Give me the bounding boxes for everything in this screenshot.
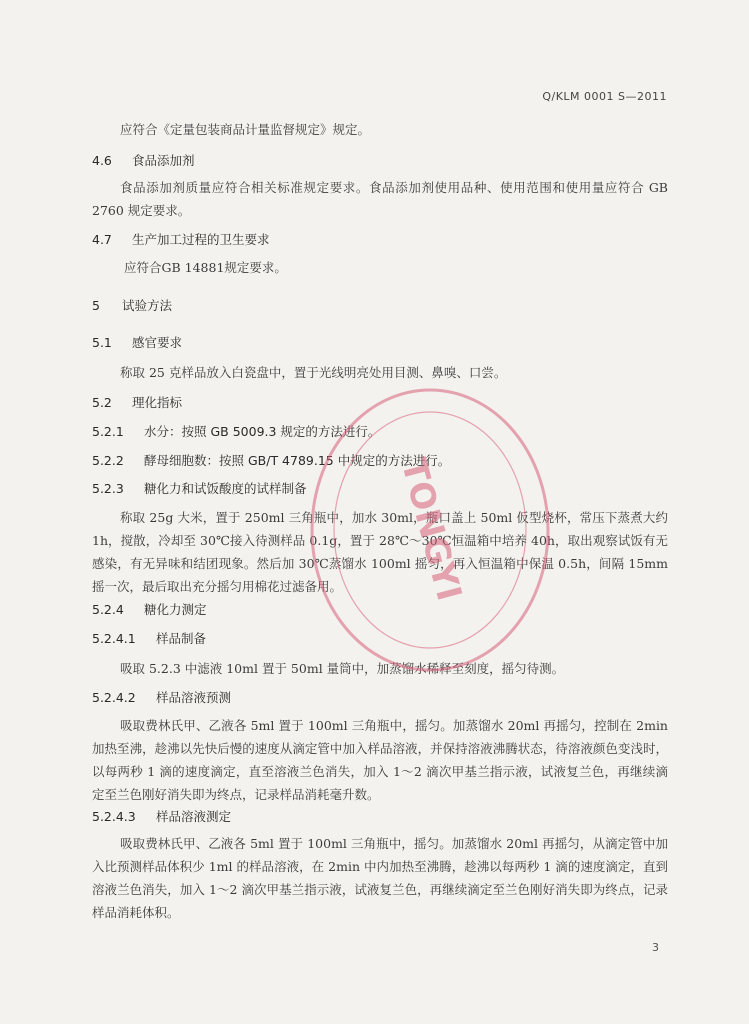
- section-heading-4-7: [92, 230, 270, 248]
- section-number: 5.2.4.2: [92, 690, 136, 705]
- section-heading-5-1: [92, 333, 182, 351]
- section-number: 5.1: [92, 335, 112, 350]
- section-title: 样品溶液测定: [156, 809, 232, 824]
- section-title: 糖化力测定: [144, 602, 207, 617]
- paragraph-5-2-4-3: 吸取费林氏甲、乙液各 5ml 置于 100ml 三角瓶中，摇匀。加蒸馏水 20ml 再摇匀，从滴定管中加入比预测样品体积少 1ml 的样品溶液，在 2min 中内加热至沸腾，趁沸以每两秒 1 滴的速度滴定，直到溶液兰色消失，加入 1～2 滴次甲基兰指示液，试液复兰色，再继续滴定至兰色刚好消失即为终点，记录样品消耗体积。: [92, 836, 668, 920]
- section-number: 5.2.2: [92, 453, 124, 468]
- section-heading-5: [92, 296, 172, 314]
- section-title: 样品制备: [156, 631, 207, 646]
- section-title: 试验方法: [122, 298, 173, 313]
- paragraph-5-2-4-2: 吸取费林氏甲、乙液各 5ml 置于 100ml 三角瓶中，摇匀。加蒸馏水 20ml 再摇匀，控制在 2min 加热至沸，趁沸以先快后慢的速度从滴定管中加入样品溶液，并保持溶液沸腾状态，待溶液颜色变浅时，以每两秒 1 滴的速度滴定，直至溶液兰色消失，加入 1～2 滴次甲基兰指示液，试液复兰色，再继续滴定至兰色刚好消失即为终点，记录样品消耗毫升数。: [92, 718, 668, 802]
- section-title: 理化指标: [132, 395, 183, 410]
- paragraph-4-7: 应符合GB 14881规定要求。: [124, 260, 287, 275]
- section-heading-5-2-4: [92, 600, 207, 618]
- section-heading-5-2: [92, 393, 182, 411]
- section-number: 5.2.4: [92, 602, 124, 617]
- section-heading-5-2-2: [92, 451, 450, 469]
- section-title: 样品溶液预测: [156, 690, 232, 705]
- paragraph-4-6: 食品添加剂质量应符合相关标准规定要求。食品添加剂使用品种、使用范围和使用量应符合 GB 2760 规定要求。: [92, 180, 668, 218]
- section-number: 5.2.1: [92, 424, 124, 439]
- paragraph-5-2-4-1: 吸取 5.2.3 中滤液 10ml 置于 50ml 量筒中，加蒸馏水稀释至刻度，摇匀待测。: [120, 661, 565, 676]
- section-heading-5-2-4-3: [92, 807, 231, 825]
- section-number: 4.6: [92, 153, 112, 168]
- page-number: 3: [652, 941, 659, 954]
- section-number: 5.2.3: [92, 481, 124, 496]
- paragraph-text: 应符合《定量包装商品计量监督规定》规定。: [120, 122, 371, 137]
- paragraph-5-2-3: 称取 25g 大米，置于 250ml 三角瓶中，加水 30ml，瓶口盖上 50ml 仮型烧杯，常压下蒸煮大约 1h，搅散，冷却至 30℃接入待测样品 0.1g，置于 28℃～30℃恒温箱中培养 40h，取出观察试饭有无感染，有无异味和结团现象。然后加 30℃蒸馏水 100ml 摇匀，再入恒温箱中保温 0.5h，间隔 15mm 摇一次，最后取出充分摇匀用棉花过滤备用。: [92, 510, 668, 594]
- paragraph-5-1: 称取 25 克样品放入白瓷盘中，置于光线明亮处用目测、鼻嗅、口尝。: [120, 365, 507, 380]
- document-id: Q/KLM 0001 S—2011: [542, 90, 667, 103]
- section-number: 5.2.4.1: [92, 631, 136, 646]
- section-number: 5.2.4.3: [92, 809, 136, 824]
- section-heading-5-2-1: [92, 422, 380, 440]
- section-title: 糖化力和试饭酸度的试样制备: [144, 481, 307, 496]
- section-title: 水分：按照 GB 5009.3 规定的方法进行。: [144, 424, 381, 439]
- section-title: 食品添加剂: [132, 153, 195, 168]
- section-number: 5.2: [92, 395, 112, 410]
- section-heading-4-6: [92, 151, 195, 169]
- section-number: 5: [92, 298, 100, 313]
- section-heading-5-2-3: [92, 479, 307, 497]
- stamp-text: TONGYI: [392, 454, 470, 605]
- section-title: 生产加工过程的卫生要求: [132, 232, 270, 247]
- section-title: 酵母细胞数：按照 GB/T 4789.15 中规定的方法进行。: [144, 453, 451, 468]
- section-number: 4.7: [92, 232, 112, 247]
- section-heading-5-2-4-2: [92, 688, 231, 706]
- section-title: 感官要求: [132, 335, 183, 350]
- section-heading-5-2-4-1: [92, 629, 206, 647]
